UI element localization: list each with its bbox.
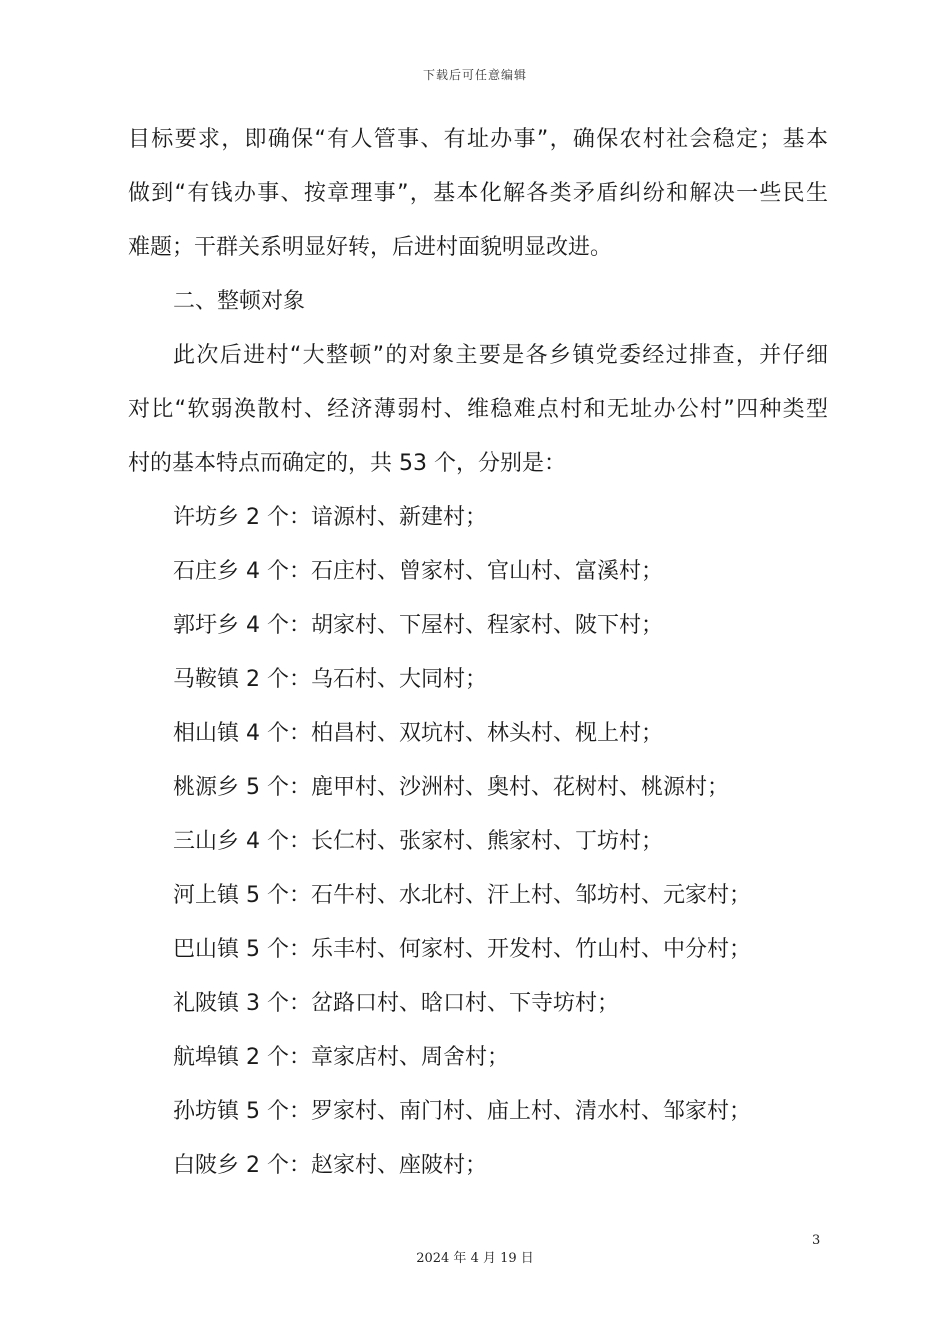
township-list-item: 桃源乡 5 个：鹿甲村、沙洲村、奥村、花树村、桃源村； (173, 775, 729, 800)
township-list-item: 白陂乡 2 个：赵家村、座陂村； (173, 1153, 487, 1178)
township-list-item: 孙坊镇 5 个：罗家村、南门村、庙上村、清水村、邹家村； (173, 1099, 751, 1124)
document-body (128, 120, 828, 1200)
paragraph-line: 对比“软弱涣散村、经济薄弱村、维稳难点村和无址办公村”四种类型 (128, 397, 828, 422)
paragraph-line: 村的基本特点而确定的，共 53 个，分别是： (128, 451, 566, 476)
section-heading: 二、整顿对象 (173, 289, 306, 314)
township-list-item: 相山镇 4 个：柏昌村、双坑村、林头村、枧上村； (173, 721, 663, 746)
township-list-item: 三山乡 4 个：长仁村、张家村、熊家村、丁坊村； (173, 829, 663, 854)
paragraph-line: 目标要求，即确保“有人管事、有址办事”，确保农村社会稳定；基本 (128, 127, 828, 152)
township-list-item: 航埠镇 2 个：章家店村、周舍村； (173, 1045, 509, 1070)
township-list-item: 礼陂镇 3 个：岔路口村、晗口村、下寺坊村； (173, 991, 619, 1016)
page-header: 下载后可任意编辑 (422, 68, 527, 82)
township-list-item: 石庄乡 4 个：石庄村、曾家村、官山村、富溪村； (173, 559, 663, 584)
page-number: 3 (812, 1233, 821, 1248)
township-list-item: 郭圩乡 4 个：胡家村、下屋村、程家村、陂下村； (173, 613, 663, 638)
paragraph-line: 难题；干群关系明显好转，后进村面貌明显改进。 (128, 235, 613, 260)
paragraph-line: 做到“有钱办事、按章理事”，基本化解各类矛盾纠纷和解决一些民生 (128, 181, 828, 206)
township-list-item: 马鞍镇 2 个：乌石村、大同村； (173, 667, 487, 692)
paragraph-line: 此次后进村“大整顿”的对象主要是各乡镇党委经过排查，并仔细 (173, 343, 828, 368)
township-list-item: 河上镇 5 个：石牛村、水北村、汗上村、邹坊村、元家村； (173, 883, 751, 908)
township-list-item: 许坊乡 2 个：谙源村、新建村； (173, 505, 487, 530)
township-list-item: 巴山镇 5 个：乐丰村、何家村、开发村、竹山村、中分村； (173, 937, 751, 962)
footer-date: 2024 年 4 月 19 日 (416, 1251, 534, 1266)
